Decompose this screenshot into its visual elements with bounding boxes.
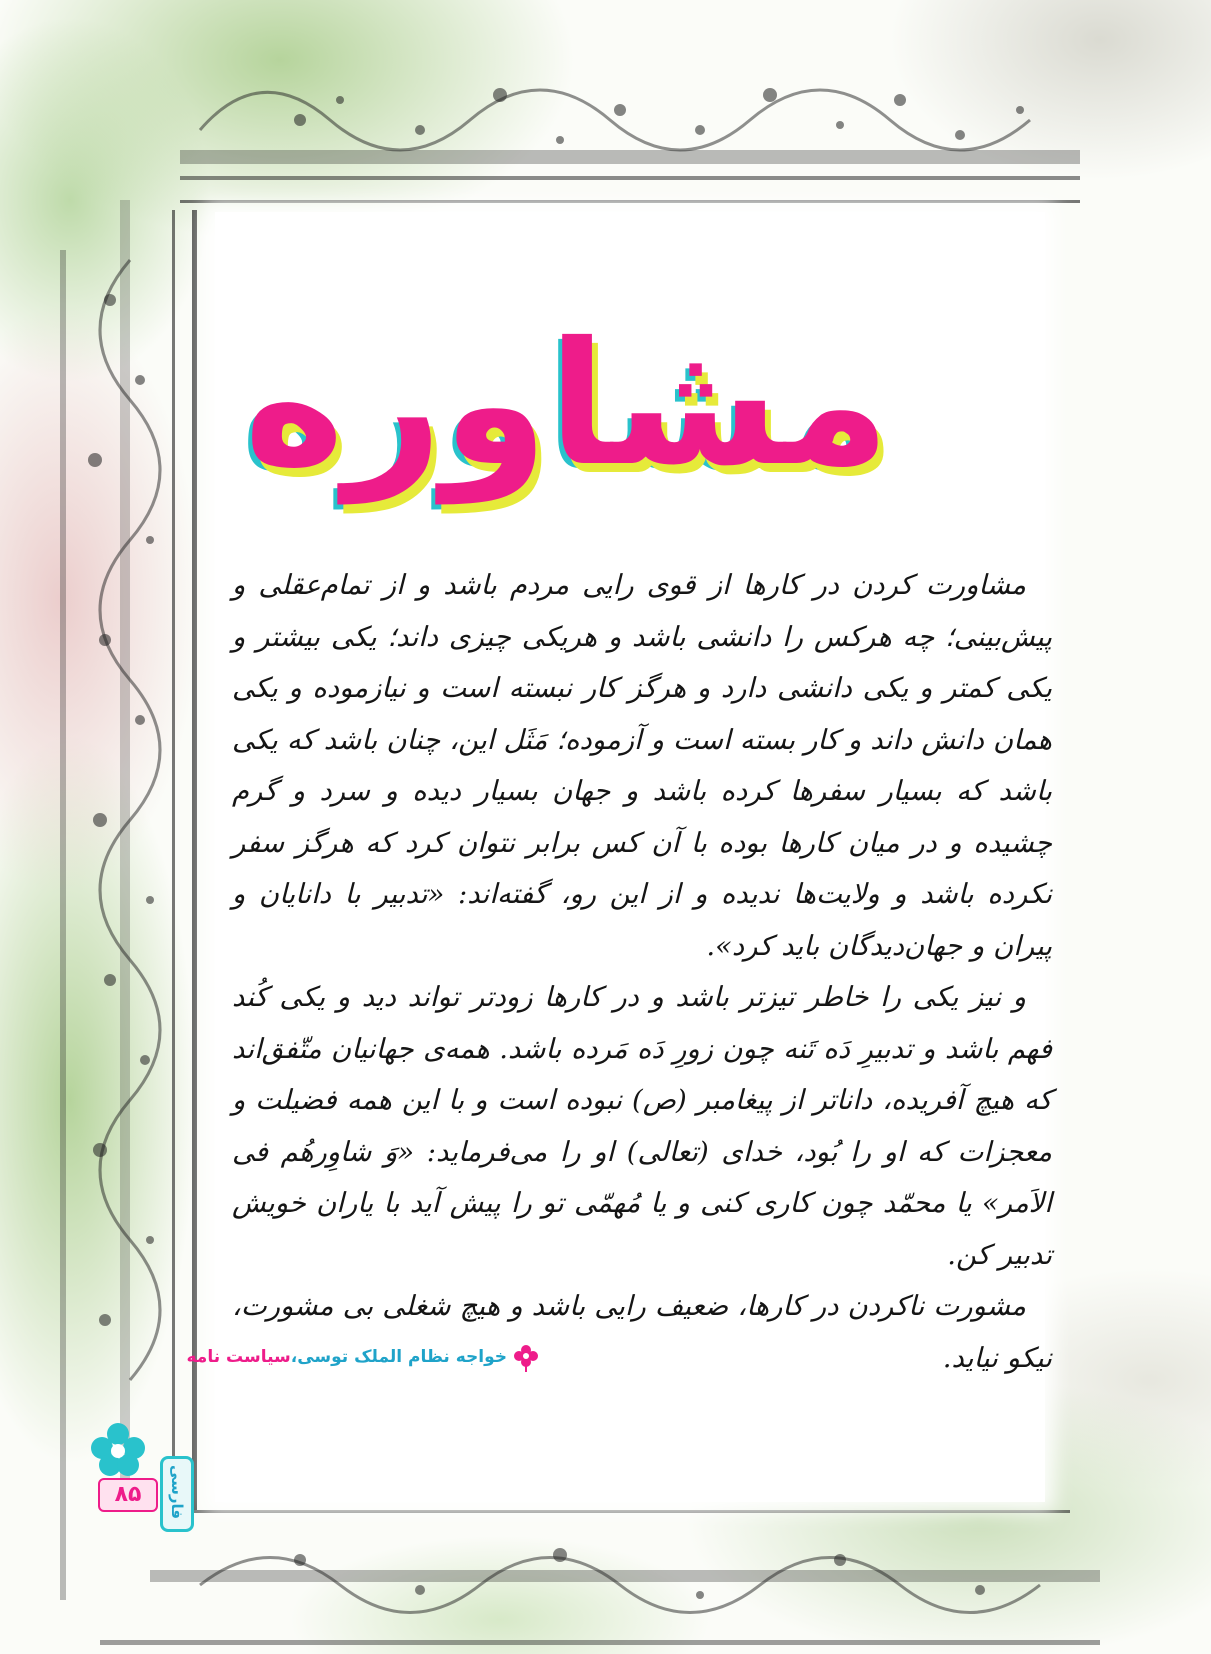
book-logo [160,1456,194,1532]
flower-icon [511,1342,541,1372]
source-separator: ، [290,1347,298,1367]
book-logo-text: فارسی [168,1465,186,1520]
source-citation [186,1342,541,1372]
page-number: ۸۵ [98,1478,158,1512]
flower-badge-icon [88,1420,148,1480]
paragraph: مشاورت کردن در کارها از قوی رایی مردم باشد و از تمام‌عقلی و پیش‌بینی؛ چه هرکس را دانشی باشد و هریکی چیزی داند؛ یکی بیشتر و یکی کمتر و یکی دانشی دارد و هرگز کار نبسته است و نیازموده و یکی همان دانش داند و کار بسته است و آزموده؛ مَثَل این، چنان باشد که یکی باشد که بسیار سفرها کرده باشد و جهان بسیار دیده و سرد و گرم چشیده و در میان کارها بوده با آن کس برابر نتوان کرد که هرگز سفر نکرده باشد و ولایت‌ها ندیده و از این رو، گفته‌اند: «تدبیر با دانایان و پیران و جهان‌دیدگان باید کرد». [232,569,1052,962]
paragraph: مشورت ناکردن در کارها، ضعیف رایی باشد و هیچ شغلی بی مشورت، نیکو نیاید. [232,1290,1052,1374]
paragraph: و نیز یکی را خاطر تیزتر باشد و در کارها زودتر تواند دید و یکی کُند فهم باشد و تدبیرِ دَه تَنه چون زورِ دَه مَرده باشد. همه‌ی جهانیان متّفق‌اند که هیچ آفریده، داناتر از پیغامبر (ص) نبوده است و با این همه فضیلت و معجزات که او را بُود، خدای (تعالی) او را می‌فرماید: «وَ شاوِرهُم فی الاَمر» یا محمّد چون کاری کنی و یا مُهمّی تو را پیش آید با یاران خویش تدبیر کن. [232,981,1052,1271]
page-title: مشاوره [244,306,890,504]
body-text [232,560,1052,1384]
page-badge [88,1420,198,1530]
source-author: خواجه نظام الملک توسی [297,1347,507,1367]
source-book: سیاست نامه [186,1347,291,1367]
